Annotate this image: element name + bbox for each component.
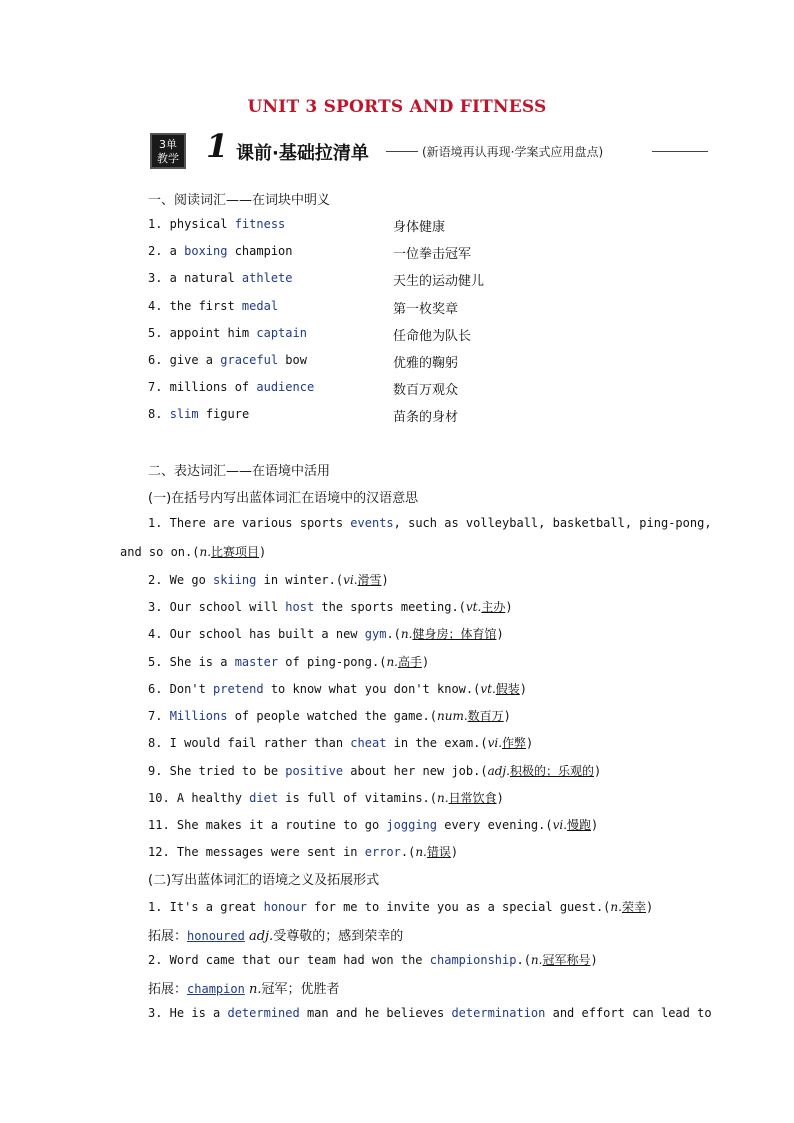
answer: 错误 <box>426 845 451 859</box>
extension-word: champion <box>187 982 245 996</box>
extension-meaning: 受尊敬的；感到荣幸的 <box>273 929 404 944</box>
section2-sub1: (一)在括号内写出蓝体词汇在语境中的汉语意思 <box>148 491 419 506</box>
extension-sentence <box>148 1006 712 1020</box>
vocab-word: fitness <box>234 217 286 231</box>
sentence-keyword: master <box>234 655 279 669</box>
sentence-suffix: of people watched the game.( <box>227 709 437 723</box>
part-of-speech: vt. <box>465 600 482 614</box>
sentence-row <box>148 734 533 751</box>
vocab-meaning: 一位拳击冠军 <box>393 247 472 263</box>
close-paren: ) <box>645 900 654 914</box>
vocab-word: captain <box>256 325 307 340</box>
vocab-prefix: 4. the first <box>148 298 242 313</box>
sentence-prefix: 10. A healthy <box>148 791 250 805</box>
part-of-speech: vi. <box>552 818 568 832</box>
vocab-suffix: champion <box>227 244 293 259</box>
sentence-keyword: diet <box>249 791 279 805</box>
close-paren: ) <box>593 764 602 778</box>
unit-badge: 3单 教学 <box>150 133 186 169</box>
close-paren: ) <box>526 736 534 750</box>
sentence-prefix: 4. Our school has built a new <box>148 627 365 641</box>
sentence-keyword: gym <box>364 627 387 641</box>
sentence-keyword: championship <box>429 953 517 967</box>
vocab-meaning: 身体健康 <box>393 220 446 235</box>
close-paren: ) <box>590 953 598 967</box>
section2-heading: 二、表达词汇——在语境中活用 <box>148 464 331 479</box>
close-paren: ) <box>496 791 504 805</box>
vocab-prefix: 7. millions of <box>148 380 257 395</box>
answer: 比赛项目 <box>211 545 260 559</box>
part-of-speech: vi. <box>343 573 358 587</box>
sentence-row <box>148 625 504 642</box>
sentence-suffix: , such as volleyball, basketball, ping-pong, <box>393 516 712 530</box>
extension-sentence <box>148 898 653 915</box>
banner-rule-left <box>386 151 418 152</box>
close-paren: ) <box>450 845 459 859</box>
extension-meaning: 冠军；优胜者 <box>261 982 340 997</box>
continuation-text: and so on.( <box>120 545 200 559</box>
vocab-meaning: 优雅的鞠躬 <box>393 356 459 371</box>
vocab-meaning: 天生的运动健儿 <box>393 274 485 290</box>
vocab-prefix: 6. give a <box>148 353 221 367</box>
extension-pos: n. <box>248 982 262 997</box>
banner-number: 1 <box>206 127 229 165</box>
sentence-suffix: man and he believes <box>299 1006 452 1020</box>
sentence-prefix: 12. The messages were sent in <box>148 845 365 859</box>
vocab-row <box>148 271 485 290</box>
sentence-prefix: 3. He is a <box>148 1006 228 1020</box>
section1-heading: 一、阅读词汇——在词块中明义 <box>148 193 331 208</box>
vocab-word: boxing <box>184 244 228 259</box>
close-paren: ) <box>503 709 511 723</box>
sentence-keyword: skiing <box>213 573 257 587</box>
close-paren: ) <box>381 573 389 587</box>
vocab-word: medal <box>241 298 279 313</box>
vocab-prefix: 1. physical <box>148 217 235 231</box>
sentence-row <box>148 516 712 530</box>
part-of-speech: vt. <box>480 682 496 696</box>
vocab-meaning: 数百万观众 <box>393 383 459 399</box>
sentence-keyword: Millions <box>169 709 228 723</box>
sentence-prefix: 2. We go <box>148 573 214 587</box>
part-of-speech: n. <box>415 845 427 859</box>
sentence-row <box>148 653 429 670</box>
banner-subtitle: (新语境再认再现·学案式应用盘点) <box>422 145 604 159</box>
vocab-prefix: 3. a natural <box>148 271 242 286</box>
part-of-speech: num. <box>437 709 468 723</box>
sentence-keyword: error <box>364 845 401 859</box>
sentence-keyword: cheat <box>350 736 387 750</box>
sentence-prefix: 5. She is a <box>148 655 235 669</box>
answer: 假装 <box>495 682 520 696</box>
sentence-keyword: host <box>285 600 315 614</box>
extension-row <box>148 978 339 997</box>
sentence-prefix: 6. Don't <box>148 682 214 696</box>
sentence-suffix: every evening.( <box>437 818 553 832</box>
extension-label: 拓展： <box>148 929 188 944</box>
vocab-row <box>148 244 472 263</box>
sentence-keyword-2: determination <box>451 1006 546 1020</box>
sentence-prefix: 1. There are various sports <box>148 516 351 530</box>
vocab-word: audience <box>256 380 315 395</box>
answer: 慢跑 <box>567 818 592 832</box>
part-of-speech: n. <box>386 655 398 669</box>
part-of-speech: n. <box>437 791 449 805</box>
vocab-row <box>148 217 446 235</box>
sentence-suffix-2: and effort can lead to <box>545 1006 712 1020</box>
sentence-suffix: to know what you don't know.( <box>263 682 481 696</box>
extension-sentence <box>148 951 598 968</box>
answer: 主办 <box>481 600 506 614</box>
part-of-speech: n. <box>199 545 212 559</box>
banner-rule-right <box>652 151 708 152</box>
sentence-prefix: 9. She tried to be <box>148 764 286 778</box>
vocab-meaning: 苗条的身材 <box>393 410 459 426</box>
close-paren: ) <box>259 545 267 559</box>
sentence-suffix: in the exam.( <box>386 736 488 750</box>
vocab-suffix: bow <box>278 353 307 367</box>
sentence-prefix: 3. Our school will <box>148 600 286 614</box>
vocab-word: slim <box>169 407 199 422</box>
sentence-prefix: 7. <box>148 709 170 723</box>
vocab-prefix: 5. appoint him <box>148 325 257 340</box>
vocab-row <box>148 298 459 317</box>
banner-heading: 课前·基础拉清单 <box>236 143 369 164</box>
sentence-suffix: for me to invite you as a special guest.( <box>306 900 611 914</box>
extension-label: 拓展： <box>148 982 188 997</box>
sentence-suffix: .( <box>400 845 416 859</box>
vocab-prefix: 2. a <box>148 244 185 259</box>
answer: 荣幸 <box>621 900 646 914</box>
extension-word: honoured <box>187 929 245 943</box>
sentence-keyword: determined <box>227 1006 300 1020</box>
sentence-keyword: positive <box>285 764 344 778</box>
sentence-suffix: .( <box>386 627 401 641</box>
extension-row <box>148 925 403 944</box>
part-of-speech: adj. <box>487 764 510 778</box>
vocab-row <box>148 325 472 344</box>
answer: 积极的；乐观的 <box>509 764 594 778</box>
sentence-row <box>148 762 601 779</box>
vocab-meaning: 第一枚奖章 <box>393 301 459 317</box>
answer: 滑雪 <box>357 573 382 587</box>
sentence-prefix: 1. It's a great <box>148 900 264 914</box>
sentence-suffix: the sports meeting.( <box>314 600 466 614</box>
close-paren: ) <box>505 600 513 614</box>
sentence-continuation <box>120 543 266 560</box>
part-of-speech: n. <box>610 900 622 914</box>
sentence-prefix: 11. She makes it a routine to go <box>148 818 387 832</box>
sentence-keyword: events <box>350 516 394 530</box>
answer: 高手 <box>397 655 422 669</box>
sentence-row <box>148 571 389 588</box>
part-of-speech: vi. <box>487 736 503 750</box>
extension-pos: adj. <box>248 929 274 944</box>
sentence-suffix: is full of vitamins.( <box>278 791 438 805</box>
sentence-row <box>148 707 511 724</box>
sentence-keyword: honour <box>263 900 307 914</box>
sentence-keyword: jogging <box>386 818 437 832</box>
part-of-speech: n. <box>530 953 543 967</box>
sentence-row <box>148 680 527 697</box>
sentence-row <box>148 816 598 833</box>
vocab-word: graceful <box>220 353 279 367</box>
answer: 数百万 <box>467 709 504 723</box>
vocab-row <box>148 353 459 371</box>
section2-sub2: (二)写出蓝体词汇的语境之义及拓展形式 <box>148 873 380 888</box>
vocab-suffix: figure <box>198 407 250 422</box>
sentence-suffix: of ping-pong.( <box>278 655 387 669</box>
vocab-prefix: 8. <box>148 407 170 422</box>
answer: 日常饮食 <box>448 791 497 805</box>
sentence-row <box>148 789 504 806</box>
sentence-keyword: pretend <box>213 682 264 696</box>
part-of-speech: n. <box>400 627 413 641</box>
vocab-row <box>148 380 459 399</box>
sentence-suffix: .( <box>516 953 531 967</box>
answer: 健身房；体育馆 <box>412 627 497 641</box>
vocab-word: athlete <box>241 271 293 286</box>
close-paren: ) <box>496 627 504 641</box>
sentence-row <box>148 843 458 860</box>
close-paren: ) <box>591 818 599 832</box>
vocab-row <box>148 407 459 426</box>
sentence-prefix: 2. Word came that our team had won the <box>148 953 430 967</box>
sentence-prefix: 8. I would fail rather than <box>148 736 351 750</box>
vocab-meaning: 任命他为队长 <box>393 328 472 344</box>
sentence-suffix: about her new job.( <box>343 764 488 778</box>
close-paren: ) <box>422 655 430 669</box>
page-title: UNIT 3 SPORTS AND FITNESS <box>247 97 547 117</box>
section-banner <box>150 127 710 173</box>
answer: 冠军称号 <box>542 953 591 967</box>
sentence-row <box>148 598 513 615</box>
answer: 作弊 <box>502 736 527 750</box>
sentence-suffix: in winter.( <box>256 573 344 587</box>
close-paren: ) <box>519 682 528 696</box>
